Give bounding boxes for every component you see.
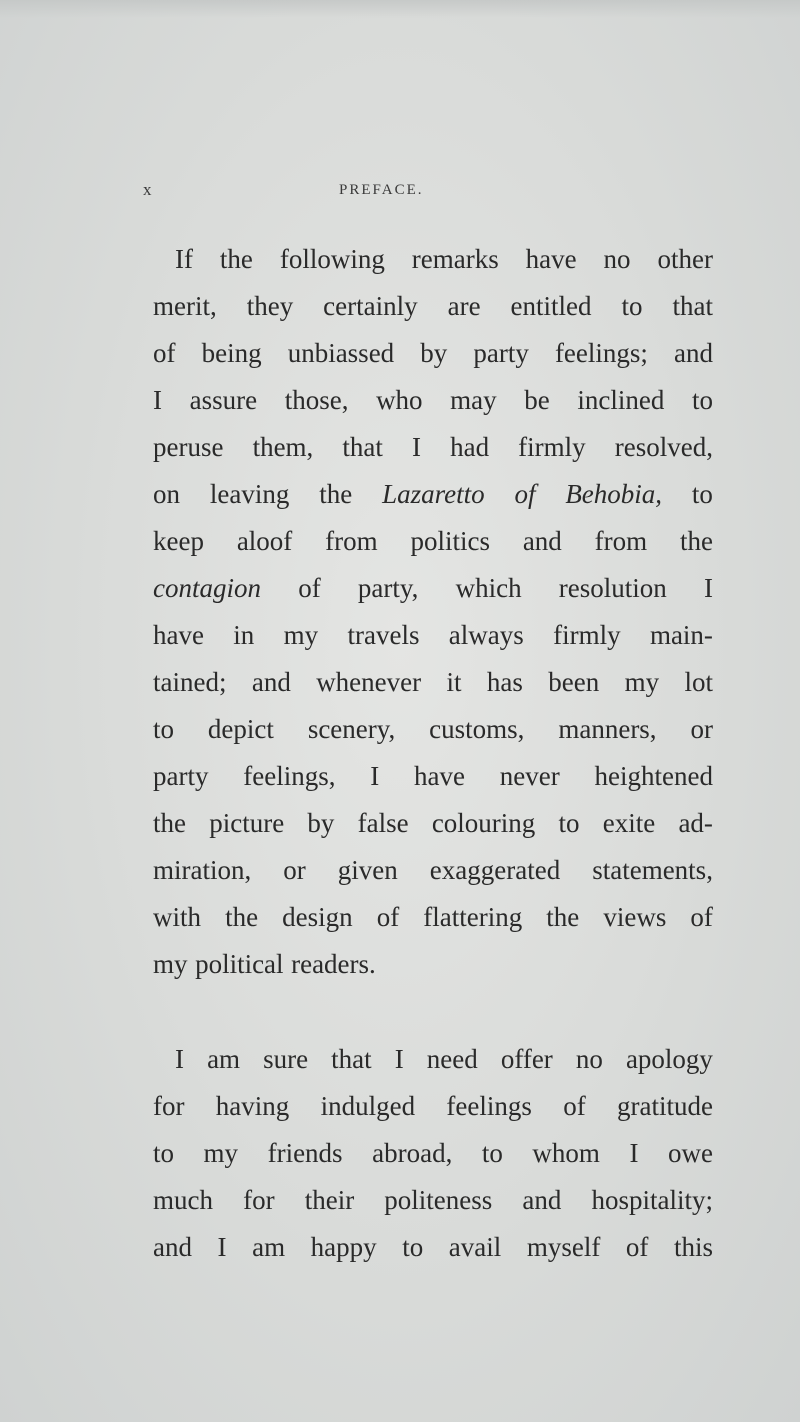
text-line [153,847,713,894]
text-line [153,753,713,800]
word: other [657,244,713,274]
word: or [283,855,306,885]
word: from [325,526,378,556]
word: feelings, [243,761,336,791]
word: inclined [577,385,665,415]
text-line [153,1177,713,1224]
word: my [153,949,188,979]
word: If [175,244,193,274]
word: exite [602,808,656,838]
word: friends [267,1138,343,1168]
word: in [233,620,255,650]
text-line [153,1130,713,1177]
word: heightened [594,761,713,791]
word: to [691,479,713,509]
word: entitled [510,291,592,321]
word: of [690,902,713,932]
word: or [690,714,713,744]
word: I [153,385,162,415]
word: are [447,291,481,321]
page-number: x [143,180,152,199]
text-line [153,800,713,847]
word: they [246,291,294,321]
word: I [217,1232,227,1262]
word: and [522,526,562,556]
word: the [679,526,713,556]
word: depict [207,714,274,744]
word: on [153,479,180,509]
word: has [486,667,523,697]
word: by [420,338,448,368]
word: and [674,338,713,368]
word: of [298,573,321,603]
word: ad- [678,808,713,838]
text-line [153,377,713,424]
word: whenever [316,667,422,697]
word: political [195,949,284,979]
text-line [153,518,713,565]
italic-word: of [514,479,536,509]
text-line [153,471,713,518]
text-line [153,424,713,471]
word: exaggerated [429,855,561,885]
word: following [279,244,385,274]
word: am [207,1044,241,1074]
word: resolved, [614,432,713,462]
word: lot [684,667,713,697]
word: having [215,1091,290,1121]
word: peruse [153,432,224,462]
word: that [672,291,713,321]
word: party [473,338,529,368]
word: being [201,338,262,368]
word: that [342,432,383,462]
word: been [548,667,600,697]
word: statements, [592,855,713,885]
word: my [283,620,319,650]
word: I [703,573,713,603]
italic-word: Lazaretto [382,479,485,509]
word: politeness [384,1185,493,1215]
text-line [153,894,713,941]
word: those, [284,385,349,415]
text-line [153,941,713,988]
word: for [153,1091,185,1121]
word: readers. [291,949,376,979]
word: to [558,808,580,838]
word: picture [209,808,285,838]
word: always [448,620,524,650]
word: given [337,855,398,885]
word: that [331,1044,372,1074]
word: of [625,1232,649,1262]
word: the [153,808,186,838]
word: indulged [320,1091,416,1121]
word: I [370,761,380,791]
running-head [0,180,800,210]
word: need [426,1044,478,1074]
word: firmly [553,620,621,650]
word: assure [189,385,258,415]
word: them, [252,432,314,462]
word: travels [347,620,420,650]
word: aloof [236,526,293,556]
text-line [153,612,713,659]
word: main- [649,620,713,650]
word: never [499,761,560,791]
word: and [522,1185,562,1215]
word: design [282,902,353,932]
word: I [175,1044,184,1074]
text-line [153,1036,713,1083]
word: to [402,1232,424,1262]
word: of [563,1091,586,1121]
word: am [252,1232,286,1262]
word: merit, [153,291,217,321]
text-line [153,236,713,283]
word: I [394,1044,404,1074]
word: my [624,667,660,697]
word: of [376,902,400,932]
word: my [203,1138,239,1168]
paragraph-gap [153,988,713,1036]
word: colouring [431,808,536,838]
word: flattering [423,902,523,932]
word: and [153,1232,192,1262]
word: certainly [323,291,418,321]
word: apology [625,1044,713,1074]
word: the [219,244,253,274]
word: the [546,902,580,932]
word: be [524,385,550,415]
word: to [153,1138,175,1168]
text-line [153,706,713,753]
word: to [621,291,643,321]
word: owe [667,1138,713,1168]
word: from [594,526,648,556]
word: had [450,432,490,462]
word: with [153,902,202,932]
word: sure [263,1044,309,1074]
word: views [603,902,667,932]
word: this [673,1232,713,1262]
word: unbiassed [287,338,395,368]
word: avail [448,1232,502,1262]
body-text [153,236,713,1271]
word: which [455,573,522,603]
word: to [691,385,713,415]
text-line [153,565,713,612]
word: happy [310,1232,377,1262]
word: remarks [411,244,499,274]
italic-word: Behobia, [565,479,663,509]
word: abroad, [372,1138,453,1168]
word: firmly [518,432,586,462]
word: by [307,808,335,838]
word: for [243,1185,275,1215]
word: have [525,244,577,274]
word: have [414,761,465,791]
word: who [376,385,423,415]
word: much [153,1185,213,1215]
word: politics [410,526,490,556]
word: manners, [558,714,657,744]
word: no [575,1044,603,1074]
word: it [446,667,462,697]
word: tained; [153,667,227,697]
word: of [153,338,176,368]
word: customs, [429,714,525,744]
word: resolution [558,573,667,603]
page-top-shadow [0,0,800,18]
word: may [450,385,497,415]
running-head-title: PREFACE. [339,182,424,198]
word: miration, [153,855,252,885]
word: false [357,808,409,838]
word: feelings [446,1091,532,1121]
word: no [603,244,631,274]
word: the [319,479,353,509]
word: leaving [209,479,290,509]
word: myself [526,1232,601,1262]
word: to [153,714,175,744]
word: the [225,902,259,932]
text-line [153,1083,713,1130]
word: party, [357,573,419,603]
text-line [153,1224,713,1271]
word: have [153,620,204,650]
text-line [153,659,713,706]
word: party [153,761,209,791]
italic-word: contagion [153,573,261,603]
word: offer [500,1044,553,1074]
word: and [251,667,291,697]
word: scenery, [307,714,396,744]
word: I [629,1138,639,1168]
text-line [153,330,713,377]
word: I [412,432,421,462]
word: hospitality; [591,1185,713,1215]
word: gratitude [617,1091,713,1121]
word: to [481,1138,503,1168]
word: feelings; [554,338,648,368]
text-line [153,283,713,330]
word: whom [532,1138,600,1168]
word: their [304,1185,355,1215]
word: keep [153,526,204,556]
